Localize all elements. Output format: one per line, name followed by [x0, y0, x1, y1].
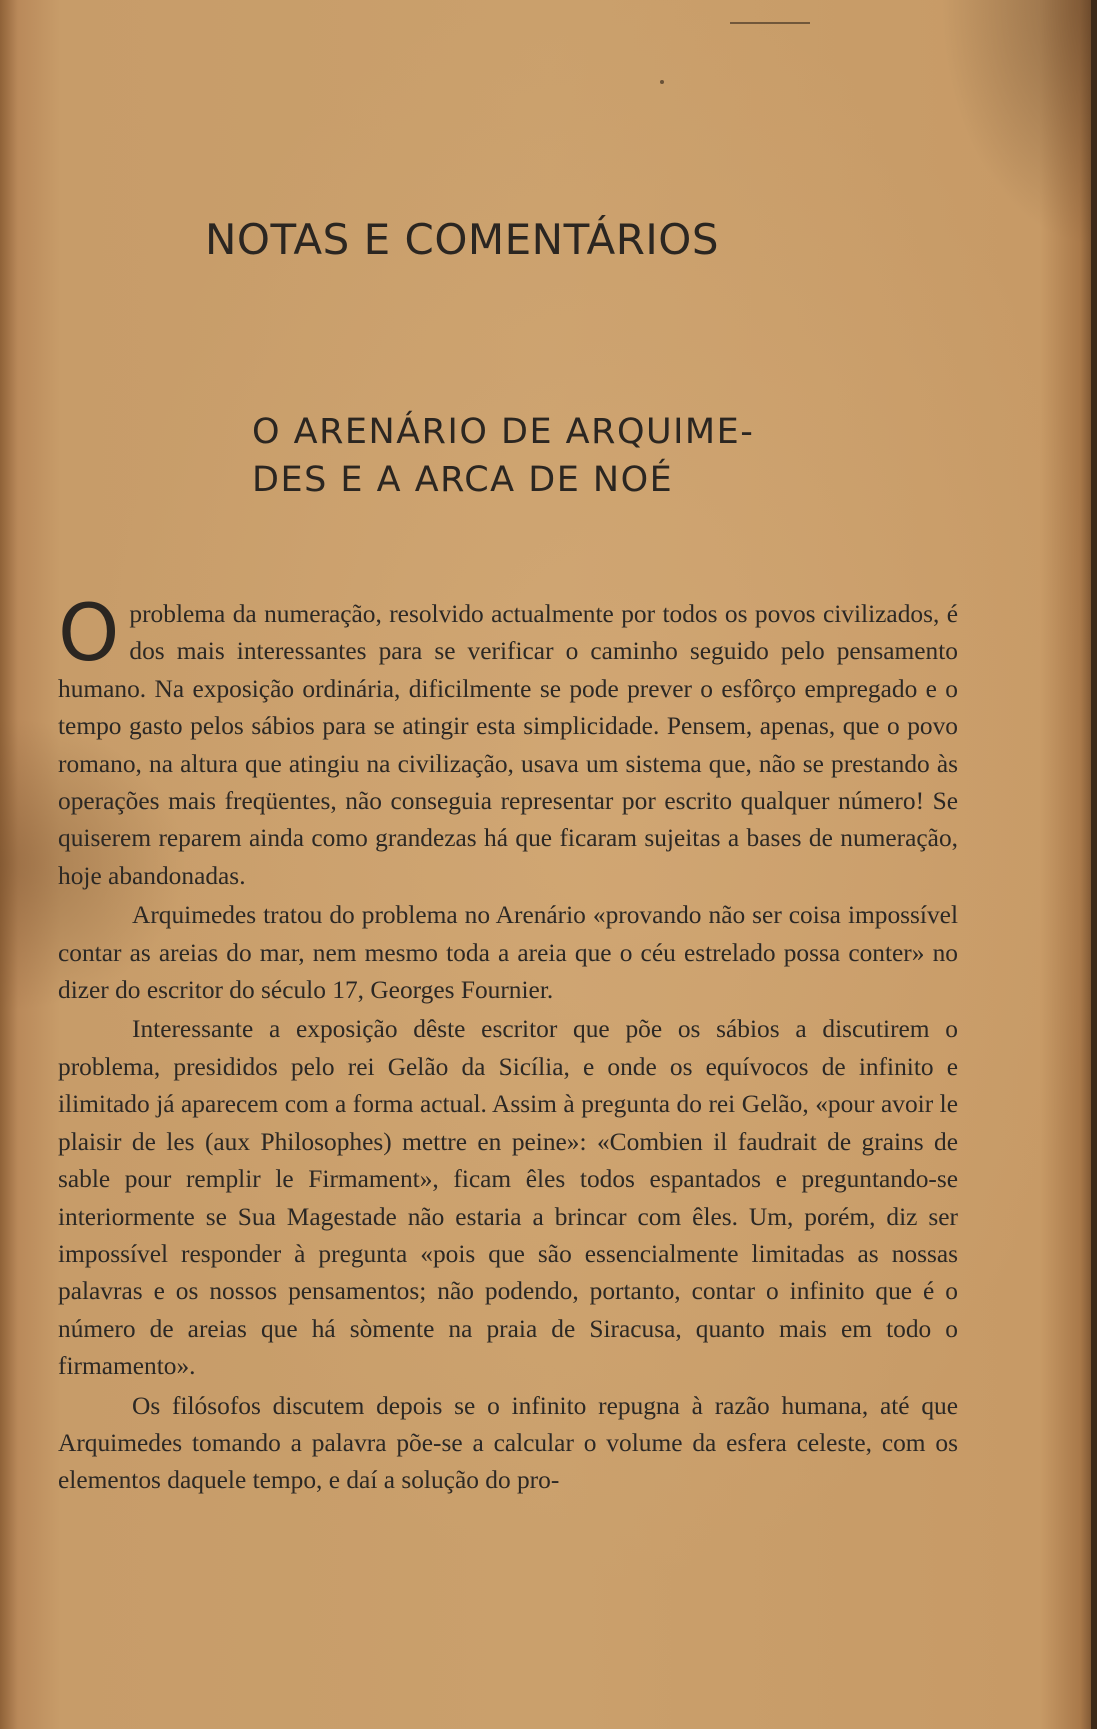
paragraph-1-text: problema da numeração, resolvido actualmente por todos os povos civilizados, é dos mais interessantes para se verificar o caminho seguido pelo pensamento humano. Na exposição ordinária, dificilmente se pode prever o esfôrço empregado e o tempo gasto pelos sábios para se atingir esta simplicidade. Pensem, apenas, que o povo romano, na altura que atingiu na civilização, usava um sistema que, não se prestando às operações mais freqüentes, não conseguia representar por escrito qualquer número! Se quiserem reparem ainda como grandezas há que ficaram sujeitas a bases de numeração, hoje abandonadas.: [58, 600, 958, 890]
article-title-line-1: O ARENÁRIO DE ARQUIME-: [252, 412, 755, 452]
section-title: NOTAS E COMENTÁRIOS: [205, 215, 719, 264]
drop-cap: O: [58, 589, 120, 679]
paragraph-4: Os filósofos discutem depois se o infinito repugna à razão humana, até que Arquimedes tomando a palavra põe-se a calcular o volume da esfera celeste, com os elementos daquele tempo, e daí a solução do pro-: [58, 1391, 958, 1495]
article-title: [252, 408, 812, 504]
paragraph-3: Interessante a exposição dêste escritor que põe os sábios a discutirem o problema, presididos pelo rei Gelão da Sicília, e onde os equívocos de infinito e ilimitado já aparecem com a forma actual. Assim à pregunta do rei Gelão, «pour avoir le plaisir de les (aux Philosophes) mettre en peine»: «Combien il faudrait de grains de sable pour remplir le Firmament», ficam êles todos espantados e preguntando-se interiormente se Sua Magestade não estaria a brincar com êles. Um, porém, diz ser impossível responder à pregunta «pois que são essencialmente limitadas as nossas palavras e os nossos pensamentos; não podendo, portanto, contar o infinito que é o número de areias que há sòmente na praia de Siracusa, quanto mais em todo o firmamento».: [58, 1015, 958, 1381]
ink-mark: [730, 22, 810, 24]
ink-spot: [660, 80, 664, 84]
paragraph-2: Arquimedes tratou do problema no Arenário «provando não ser coisa impossível contar as areias do mar, nem mesmo toda a areia que o céu estrelado possa conter» no dizer do escritor do século 17, Georges Fournier.: [58, 901, 958, 1005]
page-edge-shadow: [1091, 0, 1097, 1729]
paragraph-1: [58, 589, 958, 895]
article-title-line-2: DES E A ARCA DE NOÉ: [252, 460, 674, 500]
article-body: [58, 589, 958, 1500]
